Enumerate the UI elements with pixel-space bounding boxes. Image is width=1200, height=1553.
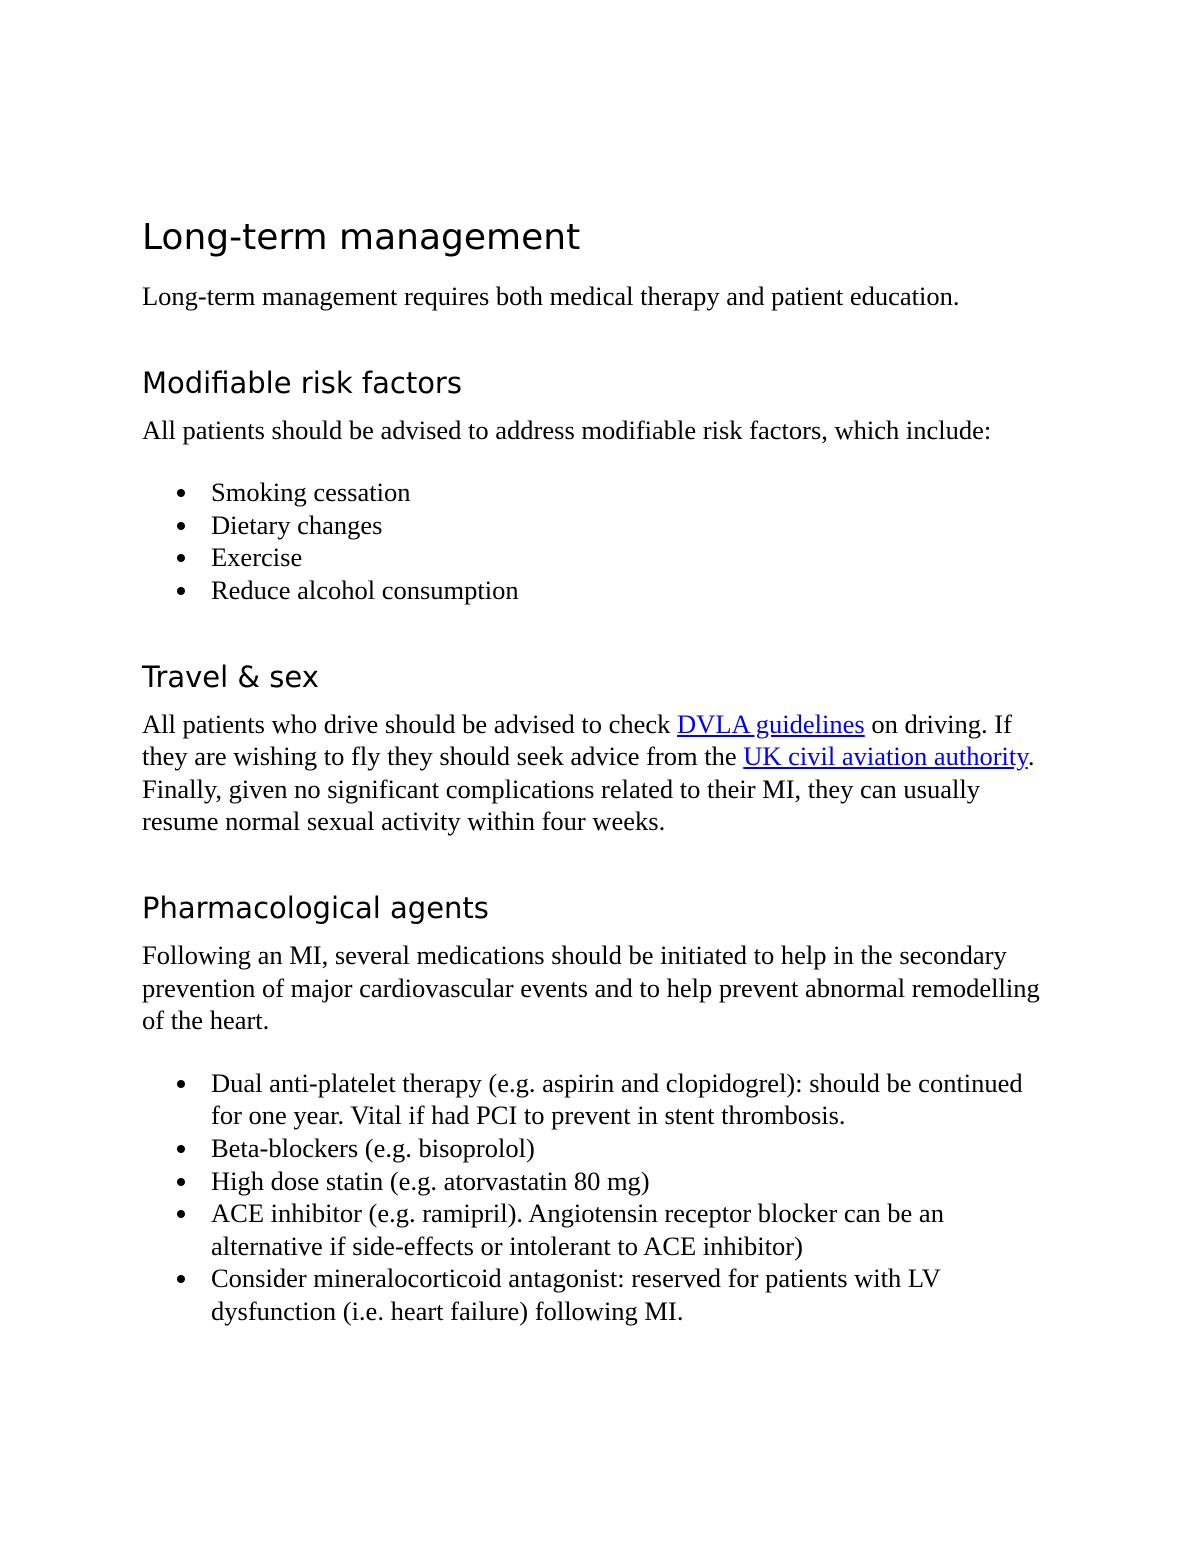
list-item: Smoking cessation xyxy=(211,476,1042,509)
risk-factors-paragraph: All patients should be advised to address modifiable risk factors, which include: xyxy=(142,414,992,445)
travel-text: . Finally, given no significant complications related to their MI, they can usually resume normal sexual activity within four weeks. xyxy=(142,741,1035,837)
list-item: Dietary changes xyxy=(211,509,1042,542)
list-item: Consider mineralocorticoid antagonist: reserved for patients with LV dysfunction (i.e. heart failure) following MI. xyxy=(211,1262,1042,1327)
list-item: ACE inhibitor (e.g. ramipril). Angiotensin receptor blocker can be an alternative if side-effects or intolerant to ACE inhibitor) xyxy=(211,1197,1042,1262)
list-item: Dual anti-platelet therapy (e.g. aspirin and clopidogrel): should be continued for one year. Vital if had PCI to prevent in stent thrombosis. xyxy=(211,1067,1042,1132)
document-page xyxy=(142,212,1042,1327)
list-item: Exercise xyxy=(211,541,1042,574)
list-item: High dose statin (e.g. atorvastatin 80 mg) xyxy=(211,1165,1042,1198)
pharma-list xyxy=(142,1067,1042,1328)
travel-paragraph xyxy=(142,708,1042,838)
list-item: Reduce alcohol consumption xyxy=(211,574,1042,607)
dvla-guidelines-link[interactable]: DVLA guidelines xyxy=(677,708,865,739)
pharma-heading: Pharmacological agents xyxy=(142,890,489,925)
travel-text: on driving. If they are wishing to fly they should seek advice from the xyxy=(142,708,1012,772)
list-item: Beta-blockers (e.g. bisoprolol) xyxy=(211,1132,1042,1165)
pharma-paragraph: Following an MI, several medications should be initiated to help in the secondary prevention of major cardiovascular events and to help prevent abnormal remodelling of the heart. xyxy=(142,939,1040,1036)
travel-heading: Travel & sex xyxy=(142,659,319,694)
travel-text: All patients who drive should be advised to check xyxy=(142,708,678,739)
page-title: Long-term management xyxy=(142,217,581,258)
risk-factors-heading: Modifiable risk factors xyxy=(142,365,462,400)
risk-factors-list xyxy=(142,476,1042,606)
uk-civil-aviation-link[interactable]: UK civil aviation authority xyxy=(743,741,1028,772)
intro-paragraph: Long-term management requires both medical therapy and patient education. xyxy=(142,281,960,311)
